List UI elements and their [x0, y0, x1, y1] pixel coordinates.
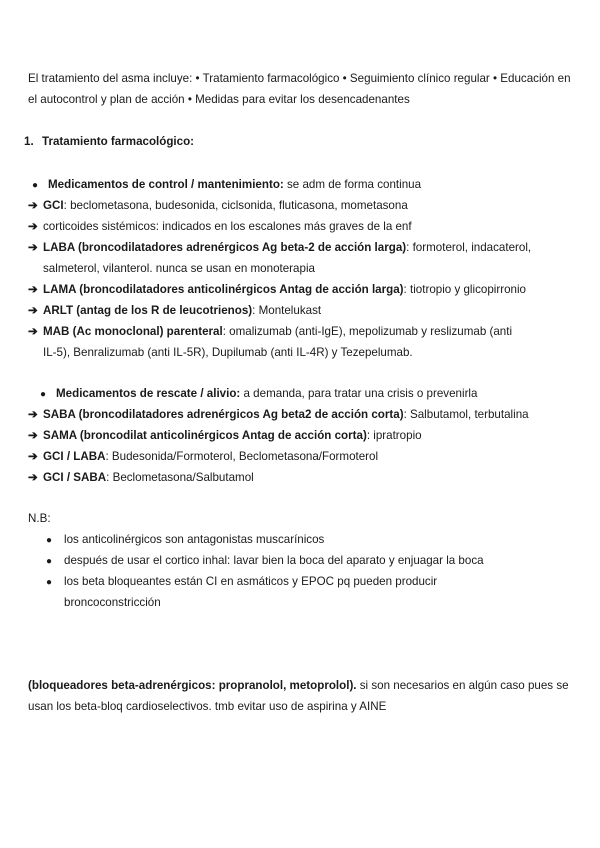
item-continuation: IL-5), Benralizumab (anti IL-5R), Dupilumab (anti IL-4R) y Tezepelumab.: [43, 346, 413, 359]
list-item: [28, 404, 529, 425]
item-text: después de usar el cortico inhal: lavar bien la boca del aparato y enjuagar la boca: [64, 554, 484, 567]
item-bold: GCI: [43, 199, 64, 212]
item-bold: SABA (broncodilatadores adrenérgicos Ag beta2 de acción corta): [43, 408, 404, 421]
list-item: [28, 237, 531, 258]
bullet-icon: ●: [46, 556, 53, 567]
item-text: los anticolinérgicos son antagonistas muscarínicos: [64, 533, 325, 546]
item-text: : Beclometasona/Salbutamol: [106, 471, 254, 484]
item-bold: MAB (Ac monoclonal) parenteral: [43, 325, 223, 338]
list-item: [28, 467, 254, 488]
list-item: [28, 279, 526, 300]
bullet-icon: ●: [40, 389, 47, 400]
list-item: [28, 300, 321, 321]
rescue-heading: [40, 383, 477, 404]
item-text: : ipratropio: [366, 429, 422, 442]
item-text: : Salbutamol, terbutalina: [403, 408, 529, 421]
closing-paragraph: [28, 675, 580, 717]
arrow-icon: ➔: [28, 325, 38, 338]
item-bold: GCI / SABA: [43, 471, 107, 484]
item-text: los beta bloqueantes están CI en asmáticos y EPOC pq pueden producir: [64, 575, 438, 588]
arrow-icon: ➔: [28, 450, 38, 463]
list-item: [46, 529, 324, 551]
rescue-desc: a demanda, para tratar una crisis o prevenirla: [240, 387, 478, 400]
rescue-title: Medicamentos de rescate / alivio:: [56, 387, 241, 400]
arrow-icon: ➔: [28, 283, 38, 296]
arrow-icon: ➔: [28, 429, 38, 442]
control-heading: [32, 174, 421, 195]
item-bold: ARLT (antag de los R de leucotrienos): [43, 304, 253, 317]
item-text: : formoterol, indacaterol,: [406, 241, 532, 254]
item-text: : Budesonida/Formoterol, Beclometasona/Formoterol: [105, 450, 379, 463]
section-title: Tratamiento farmacológico:: [42, 135, 195, 148]
arrow-icon: ➔: [28, 304, 38, 317]
item-text: : omalizumab (anti-IgE), mepolizumab y reslizumab (anti: [222, 325, 513, 338]
item-bold: GCI / LABA: [43, 450, 106, 463]
arrow-icon: ➔: [28, 199, 38, 212]
closing-bold: (bloqueadores beta-adrenérgicos: propranolol, metoprolol).: [28, 679, 357, 692]
closing-text: si son necesarios en algún caso pues se usan los beta-bloq cardioselectivos. tmb evitar uso de aspirina y AINE: [28, 679, 569, 713]
item-continuation: salmeterol, vilanterol. nunca se usan en monoterapia: [43, 262, 315, 275]
section-number: 1.: [24, 135, 34, 148]
section-heading: [24, 131, 580, 152]
nb-label: N.B:: [28, 512, 51, 525]
bullet-icon: ●: [46, 577, 53, 588]
arrow-icon: ➔: [28, 471, 38, 484]
list-item: [28, 425, 422, 446]
list-item: [28, 321, 512, 342]
bullet-icon: ●: [46, 535, 53, 546]
item-bold: LAMA (broncodilatadores anticolinérgicos Antag de acción larga): [43, 283, 404, 296]
list-item: [28, 216, 412, 237]
arrow-icon: ➔: [28, 408, 38, 421]
item-text: : Montelukast: [252, 304, 322, 317]
control-title: Medicamentos de control / mantenimiento:: [48, 178, 284, 191]
list-item: [28, 446, 378, 467]
item-bold: SAMA (broncodilat anticolinérgicos Antag de acción corta): [43, 429, 367, 442]
control-desc: se adm de forma continua: [283, 178, 422, 191]
arrow-icon: ➔: [28, 241, 38, 254]
item-continuation: broncoconstricción: [64, 596, 161, 609]
list-item: [46, 571, 437, 593]
item-bold: LABA (broncodilatadores adrenérgicos Ag beta-2 de acción larga): [43, 241, 407, 254]
item-text: : beclometasona, budesonida, ciclsonida, fluticasona, mometasona: [63, 199, 408, 212]
item-text: : tiotropio y glicopirronio: [403, 283, 526, 296]
bullet-icon: ●: [32, 180, 39, 191]
arrow-icon: ➔: [28, 220, 38, 233]
intro-paragraph: El tratamiento del asma incluye: • Tratamiento farmacológico • Seguimiento clínico regular • Educación en el autocontrol y plan de acción • Medidas para evitar los desencadenantes: [28, 72, 571, 106]
list-item: [28, 195, 408, 216]
item-text: corticoides sistémicos: indicados en los escalones más graves de la enf: [43, 220, 412, 233]
list-item: [46, 550, 484, 572]
